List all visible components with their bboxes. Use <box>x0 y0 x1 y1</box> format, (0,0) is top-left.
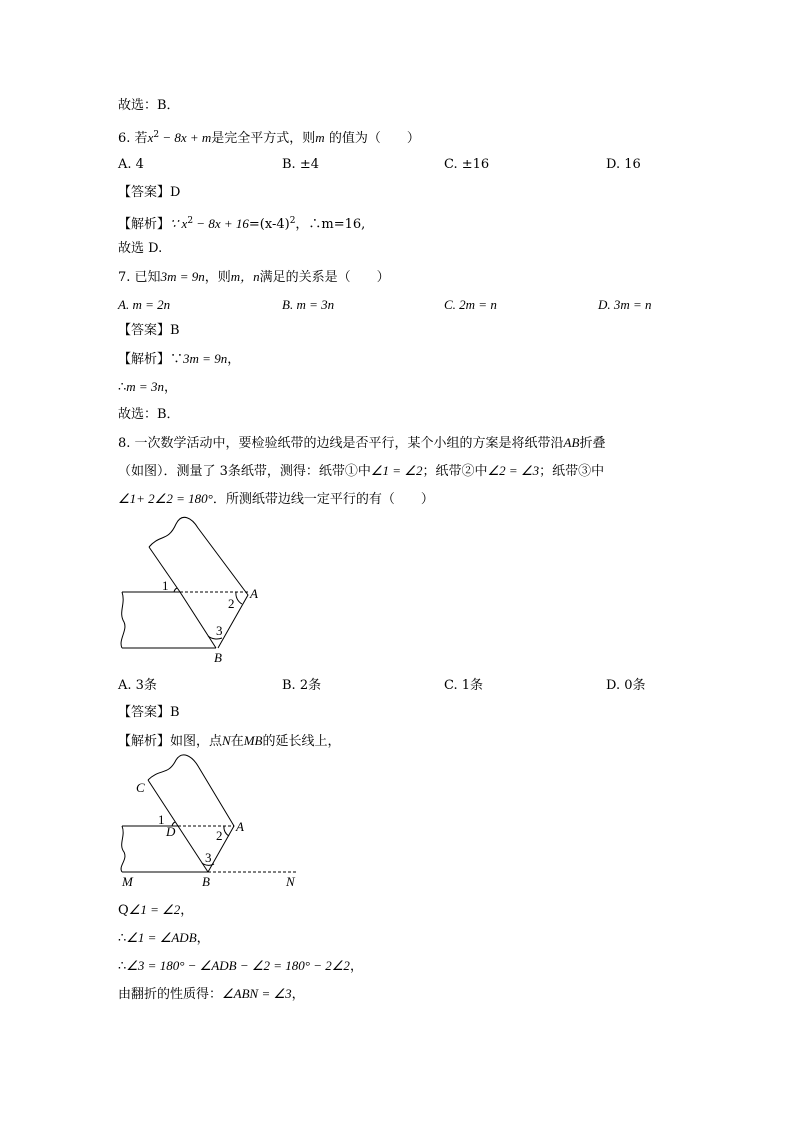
q8-step-2: ∴∠1 = ∠ADB， <box>118 930 210 946</box>
q8-stem-line3: ∠1+ 2∠2 = 180°．所测纸带边线一定平行的有（ ） <box>118 491 434 507</box>
fig2-label-2: 2 <box>216 828 223 843</box>
fig2-label-b: B <box>202 874 210 889</box>
q6-option-b: B. ±4 <box>282 157 319 172</box>
q8-option-b: B. 2条 <box>282 678 322 693</box>
q8-option-a: A. 3条 <box>118 678 157 693</box>
q7-answer: 【答案】B <box>118 323 180 338</box>
strip-torn-end <box>121 826 125 872</box>
fig2-label-a: A <box>236 819 244 834</box>
q6-conclusion: 故选 D. <box>118 241 163 256</box>
q6-stem: 6. 若$x^2 - 8x + m$是完全平方式，则m 的值为（ ） <box>118 130 420 146</box>
q8-step-4: 由翻折的性质得：∠ABN = ∠3， <box>118 986 305 1002</box>
q8-analysis: 【解析】如图，点N在MB的延长线上， <box>118 733 341 749</box>
q8-answer: 【答案】B <box>118 705 180 720</box>
q6-option-a: A. 4 <box>118 157 144 172</box>
intro-conclusion: 故选：B． <box>118 98 180 113</box>
q6-option-d: D. 16 <box>606 157 641 172</box>
fig2-label-n: N <box>286 874 295 889</box>
q8-stem-line2: （如图）．测量了 3条纸带，测得：纸带①中∠1 = ∠2；纸带②中∠2 = ∠3；纸带③中 <box>118 463 605 479</box>
angle-arc-1 <box>174 588 177 592</box>
angle-arc-2 <box>224 826 229 836</box>
fig2-label-1: 1 <box>158 812 165 827</box>
fig2-label-c: C <box>136 780 145 795</box>
fig1-label-1: 1 <box>162 578 169 593</box>
q7-conclusion: 故选：B． <box>118 407 180 422</box>
q6-option-c: C. ±16 <box>444 157 490 172</box>
q6-answer: 【答案】D <box>118 185 181 200</box>
q7-option-a: A. m = 2n <box>118 297 171 312</box>
fig2-label-m: M <box>122 874 133 889</box>
q8-option-c: C. 1条 <box>444 678 484 693</box>
q8-figure-1 <box>112 512 272 667</box>
q7-option-b: B. m = 3n <box>282 297 335 312</box>
q8-step-1: Q∠1 = ∠2， <box>118 902 194 918</box>
q8-option-d: D. 0条 <box>606 678 646 693</box>
q7-option-c: C. 2m = n <box>444 297 497 312</box>
q7-step: ∴m = 3n， <box>118 379 177 395</box>
angle-arc-2 <box>236 592 242 604</box>
fig1-label-b: B <box>214 650 222 665</box>
fig2-label-3: 3 <box>205 850 212 865</box>
q8-stem-line1: 8. 一次数学活动中，要检验纸带的边线是否平行，某个小组的方案是将纸带沿AB折叠 <box>118 435 606 451</box>
q7-analysis: 【解析】∵3m = 9n， <box>118 351 241 367</box>
q8-figure-2 <box>112 752 312 892</box>
fold-line-ab <box>180 592 216 648</box>
q7-option-d: D. 3m = n <box>598 297 652 312</box>
fig2-label-d: D <box>166 824 176 839</box>
q7-stem: 7. 已知3m = 9n，则m，n满足的关系是（ ） <box>118 269 390 285</box>
fold-line-ab <box>178 826 208 872</box>
strip-torn-end <box>121 592 125 648</box>
fig1-label-2: 2 <box>228 596 235 611</box>
fig1-label-3: 3 <box>216 623 223 638</box>
fig1-label-a: A <box>250 586 258 601</box>
q6-analysis: 【解析】∵ $x^2 - 8x + 16=(x-4)^2$，∴m=16, <box>118 216 366 232</box>
q8-step-3: ∴∠3 = 180° − ∠ADB − ∠2 = 180° − 2∠2， <box>118 958 363 974</box>
